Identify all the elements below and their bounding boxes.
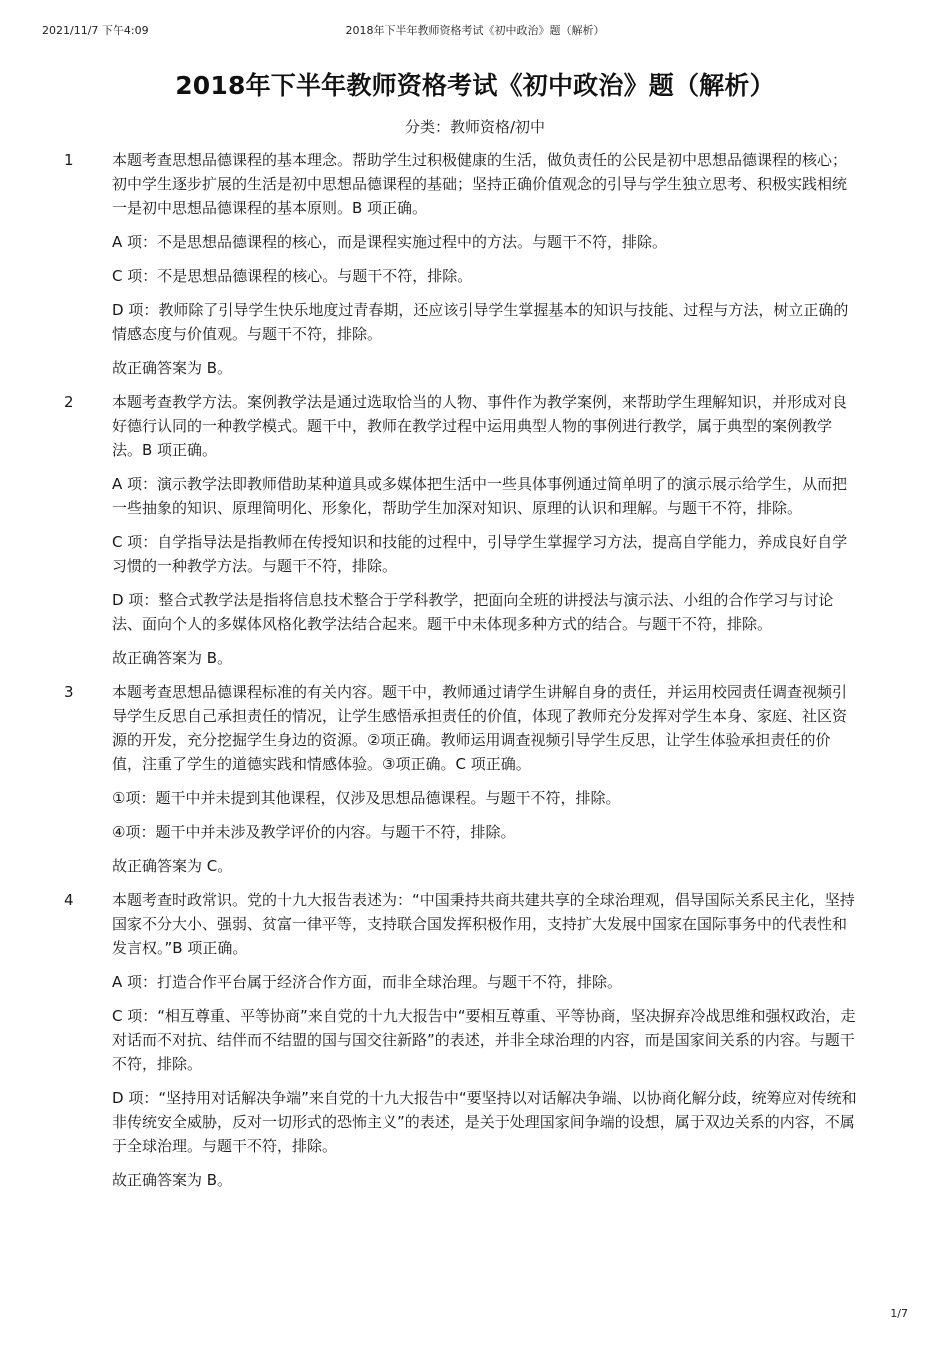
option-d-note: D 项：“坚持用对话解决争端”来自党的十九大报告中“要坚持以对话解决争端、以协商化解分歧，统筹应对传统和非传统安全威胁，反对一切形式的恐怖主义”的表述，是关于处理国家间争端的设想，属于双边关系的内容，不属于全球治理。与题干不符，排除。	[112, 1089, 857, 1155]
answer-line: 故正确答案为 B。	[112, 359, 233, 377]
question-number: 3	[64, 683, 74, 701]
option-4-note: ④项：题干中并未涉及教学评价的内容。与题干不符，排除。	[112, 823, 516, 841]
question-explanation	[112, 390, 860, 670]
answer-line: 故正确答案为 C。	[112, 857, 233, 875]
question-3	[0, 680, 950, 878]
explanation-paragraph: 本题考查时政常识。党的十九大报告表述为：“中国秉持共商共建共享的全球治理观，倡导国际关系民主化，坚持国家不分大小、强弱、贫富一律平等，支持联合国发挥积极作用，支持扩大发展中国家在国际事务中的代表性和发言权。”B 项正确。	[112, 891, 855, 957]
question-explanation	[112, 680, 860, 878]
option-1-note: ①项：题干中并未提到其他课程，仅涉及思想品德课程。与题干不符，排除。	[112, 789, 621, 807]
option-a-note: A 项：演示教学法即教师借助某种道具或多媒体把生活中一些具体事例通过简单明了的演示展示给学生，从而把一些抽象的知识、原理简明化、形象化，帮助学生加深对知识、原理的认识和理解。与题干不符，排除。	[112, 475, 848, 517]
print-datetime: 2021/11/7 下午4:09	[42, 24, 149, 37]
question-explanation	[112, 148, 860, 380]
print-doc-title: 2018年下半年教师资格考试《初中政治》题（解析）	[345, 24, 605, 37]
option-a-note: A 项：不是思想品德课程的核心，而是课程实施过程中的方法。与题干不符，排除。	[112, 233, 668, 251]
option-c-note: C 项：不是思想品德课程的核心。与题干不符，排除。	[112, 267, 473, 285]
question-number: 1	[64, 151, 74, 169]
question-number: 4	[64, 891, 74, 909]
option-c-note: C 项：“相互尊重、平等协商”来自党的十九大报告中“要相互尊重、平等协商，坚决摒弃冷战思维和强权政治，走对话而不对抗、结伴而不结盟的国与国交往新路”的表述，并非全球治理的内容，而是国家间关系的内容。与题干不符，排除。	[112, 1007, 856, 1073]
option-a-note: A 项：打造合作平台属于经济合作方面，而非全球治理。与题干不符，排除。	[112, 973, 623, 991]
option-d-note: D 项：整合式教学法是指将信息技术整合于学科教学，把面向全班的讲授法与演示法、小组的合作学习与讨论法、面向个人的多媒体风格化教学法结合起来。题干中未体现多种方式的结合。与题干不符，排除。	[112, 591, 834, 633]
answer-line: 故正确答案为 B。	[112, 649, 233, 667]
page-number: 1/7	[890, 1307, 908, 1320]
explanation-paragraph: 本题考查思想品德课程的基本理念。帮助学生过积极健康的生活，做负责任的公民是初中思想品德课程的核心；初中学生逐步扩展的生活是初中思想品德课程的基础；坚持正确价值观念的引导与学生独立思考、积极实践相统一是初中思想品德课程的基本原则。B 项正确。	[112, 151, 848, 217]
question-1	[0, 148, 950, 380]
question-number: 2	[64, 393, 74, 411]
question-4	[0, 888, 950, 1192]
option-c-note: C 项：自学指导法是指教师在传授知识和技能的过程中，引导学生掌握学习方法，提高自学能力，养成良好自学习惯的一种教学方法。与题干不符，排除。	[112, 533, 848, 575]
questions-list	[0, 148, 950, 1202]
question-2	[0, 390, 950, 670]
category-label: 分类：教师资格/初中	[404, 118, 546, 136]
answer-line: 故正确答案为 B。	[112, 1171, 233, 1189]
explanation-paragraph: 本题考查教学方法。案例教学法是通过选取恰当的人物、事件作为教学案例，来帮助学生理解知识，并形成对良好德行认同的一种教学模式。题干中，教师在教学过程中运用典型人物的事例进行教学，属于典型的案例教学法。B 项正确。	[112, 393, 848, 459]
explanation-paragraph: 本题考查思想品德课程标准的有关内容。题干中，教师通过请学生讲解自身的责任，并运用校园责任调查视频引导学生反思自己承担责任的情况，让学生感悟承担责任的价值，体现了教师充分发挥对学生本身、家庭、社区资源的开发，充分挖掘学生身边的资源。②项正确。教师运用调查视频引导学生反思，让学生体验承担责任的价值，注重了学生的道德实践和情感体验。③项正确。C 项正确。	[112, 683, 848, 773]
option-d-note: D 项：教师除了引导学生快乐地度过青春期，还应该引导学生掌握基本的知识与技能、过程与方法，树立正确的情感态度与价值观。与题干不符，排除。	[112, 301, 849, 343]
page-title: 2018年下半年教师资格考试《初中政治》题（解析）	[175, 71, 775, 100]
question-explanation	[112, 888, 860, 1192]
